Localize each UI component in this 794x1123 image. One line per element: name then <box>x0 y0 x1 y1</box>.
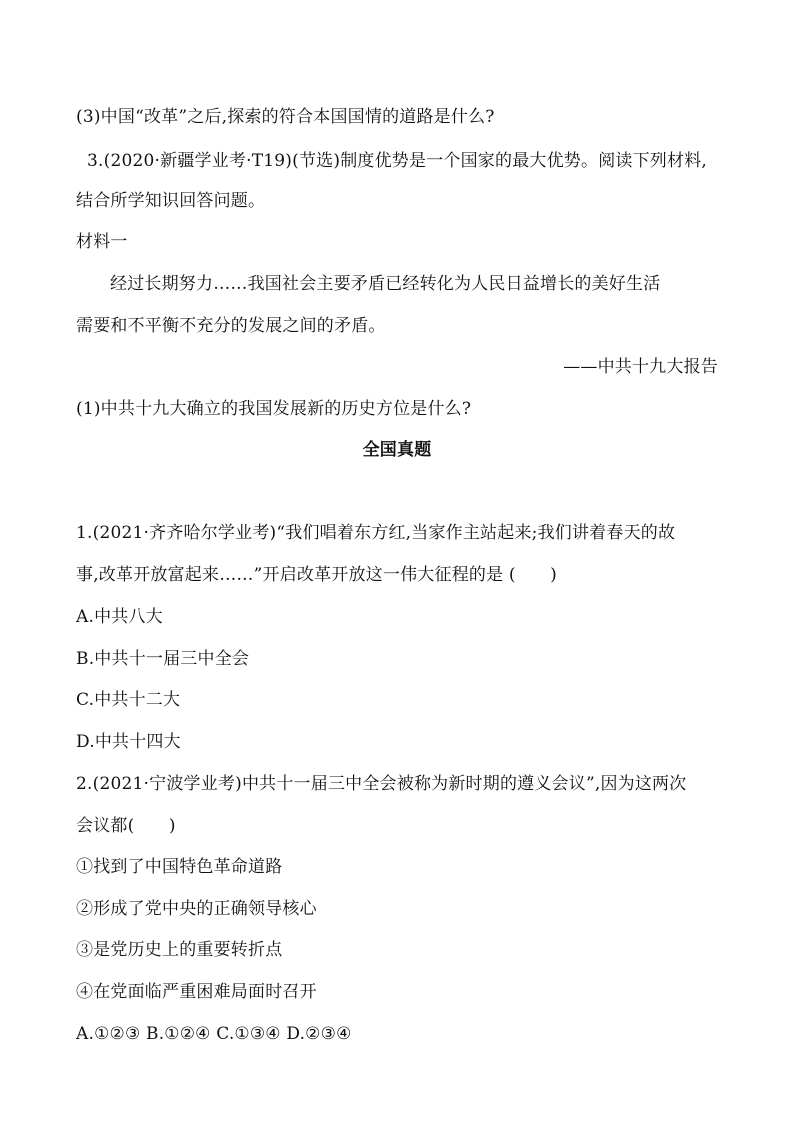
material-text-line-1: 经过长期努力……我国社会主要矛盾已经转化为人民日益增长的美好生活 <box>110 274 661 294</box>
question-1-option-b: B.中共十一届三中全会 <box>76 649 250 669</box>
question-2-stem-line-2: 会议都( ) <box>76 816 176 836</box>
question-1-option-d: D.中共十四大 <box>76 732 181 752</box>
material-source: ——中共十九大报告 <box>563 357 718 377</box>
section-title: 全国真题 <box>362 440 432 460</box>
question-1-stem-line-1: 1.(2021·齐齐哈尔学业考)“我们唱着东方红,当家作主站起来;我们讲着春天的故 <box>76 523 676 543</box>
question-2-item-3: ③是党历史上的重要转折点 <box>76 940 283 960</box>
question-1-option-c: C.中共十二大 <box>76 690 181 710</box>
question-3-part-3: (3)中国“改革”之后,探索的符合本国国情的道路是什么? <box>76 107 495 127</box>
question-2-item-2: ②形成了党中央的正确领导核心 <box>76 899 317 919</box>
question-3-part-1: (1)中共十九大确立的我国发展新的历史方位是什么? <box>76 399 472 419</box>
question-1-stem-line-2: 事,改革开放富起来……”开启改革开放这一伟大征程的是 ( ) <box>76 565 557 585</box>
question-3-stem-line-1: 3.(2020·新疆学业考·T19)(节选)制度优势是一个国家的最大优势。阅读下列材料, <box>87 151 707 171</box>
question-1-option-a: A.中共八大 <box>76 607 163 627</box>
question-2-stem-line-1: 2.(2021·宁波学业考)中共十一届三中全会被称为新时期的遵义会议”,因为这两次 <box>76 774 687 794</box>
material-text-line-2: 需要和不平衡不充分的发展之间的矛盾。 <box>76 316 386 336</box>
question-2-item-1: ①找到了中国特色革命道路 <box>76 857 283 877</box>
material-label: 材料一 <box>76 232 128 252</box>
question-2-options: A.①②③ B.①②④ C.①③④ D.②③④ <box>76 1024 352 1044</box>
question-3-stem-line-2: 结合所学知识回答问题。 <box>76 191 266 211</box>
question-2-item-4: ④在党面临严重困难局面时召开 <box>76 982 317 1002</box>
